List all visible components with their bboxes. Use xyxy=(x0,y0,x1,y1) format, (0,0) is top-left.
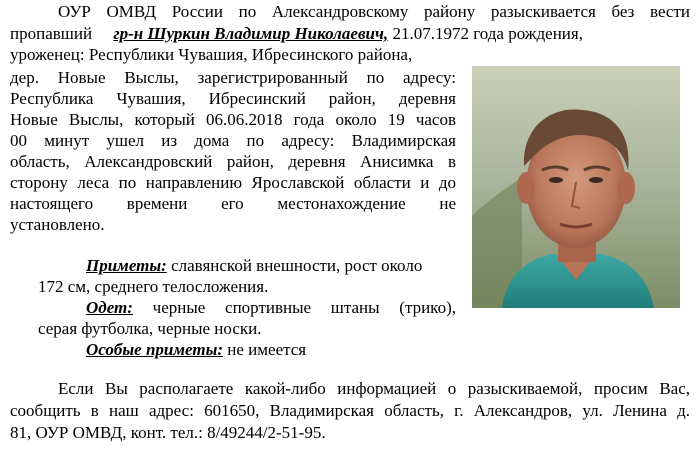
special-signs-label: Особые приметы: xyxy=(86,340,224,359)
person-photo-image xyxy=(472,66,680,308)
contact-line-1: Если Вы располагаете какой-либо информацией о разыскиваемой, просим Вас, xyxy=(58,379,690,398)
notice-line-4: дер. Новые Выслы, зарегистрированный по адресу: xyxy=(10,68,456,87)
notice-line-7: 00 минут ушел из дома по адресу: Владимирская xyxy=(10,131,456,150)
notice-line-2 xyxy=(10,24,583,44)
notice-line-1: ОУР ОМВД России по Александровскому району разыскивается без вести xyxy=(58,2,690,21)
clothes-line-2: серая футболка, черные носки. xyxy=(38,319,262,338)
person-photo xyxy=(472,66,680,308)
contact-line-3: 81, ОУР ОМВД, конт. тел.: 8/49244/2-51-95. xyxy=(10,423,326,442)
clothes-text-1: черные спортивные штаны (трико), xyxy=(152,298,456,317)
signs-line-1 xyxy=(86,256,422,276)
missing-person-name: гр-н Шуркин Владимир Николаевич, xyxy=(113,24,389,43)
signs-line-2: 172 см, среднего телосложения. xyxy=(38,277,269,296)
notice-line-8: область, Александровский район, деревня Анисимка в xyxy=(10,152,456,171)
special-signs-line xyxy=(86,340,306,360)
notice-line-11: установлено. xyxy=(10,215,105,234)
signs-label: Приметы: xyxy=(86,256,167,275)
notice-line-5: Республика Чувашия, Ибресинский район, деревня xyxy=(10,89,456,108)
notice-line-2-end: 21.07.1972 года рождения, xyxy=(392,24,583,43)
notice-line-2-start: пропавший xyxy=(10,24,93,43)
notice-line-9: сторону леса по направлению Ярославской области и до xyxy=(10,173,456,192)
clothes-line-1 xyxy=(86,298,456,318)
notice-line-6: Новые Выслы, который 06.06.2018 года около 19 часов xyxy=(10,110,456,129)
contact-line-2: сообщить в наш адрес: 601650, Владимирская область, г. Александров, ул. Ленина д. xyxy=(10,401,690,420)
special-signs-text: не имеется xyxy=(227,340,307,359)
notice-line-10: настоящего времени его местонахождение не xyxy=(10,194,456,213)
notice-line-3: уроженец: Республики Чувашия, Ибресинского района, xyxy=(10,45,413,64)
clothes-label: Одет: xyxy=(86,298,133,317)
signs-text-1: славянской внешности, рост около xyxy=(171,256,423,275)
